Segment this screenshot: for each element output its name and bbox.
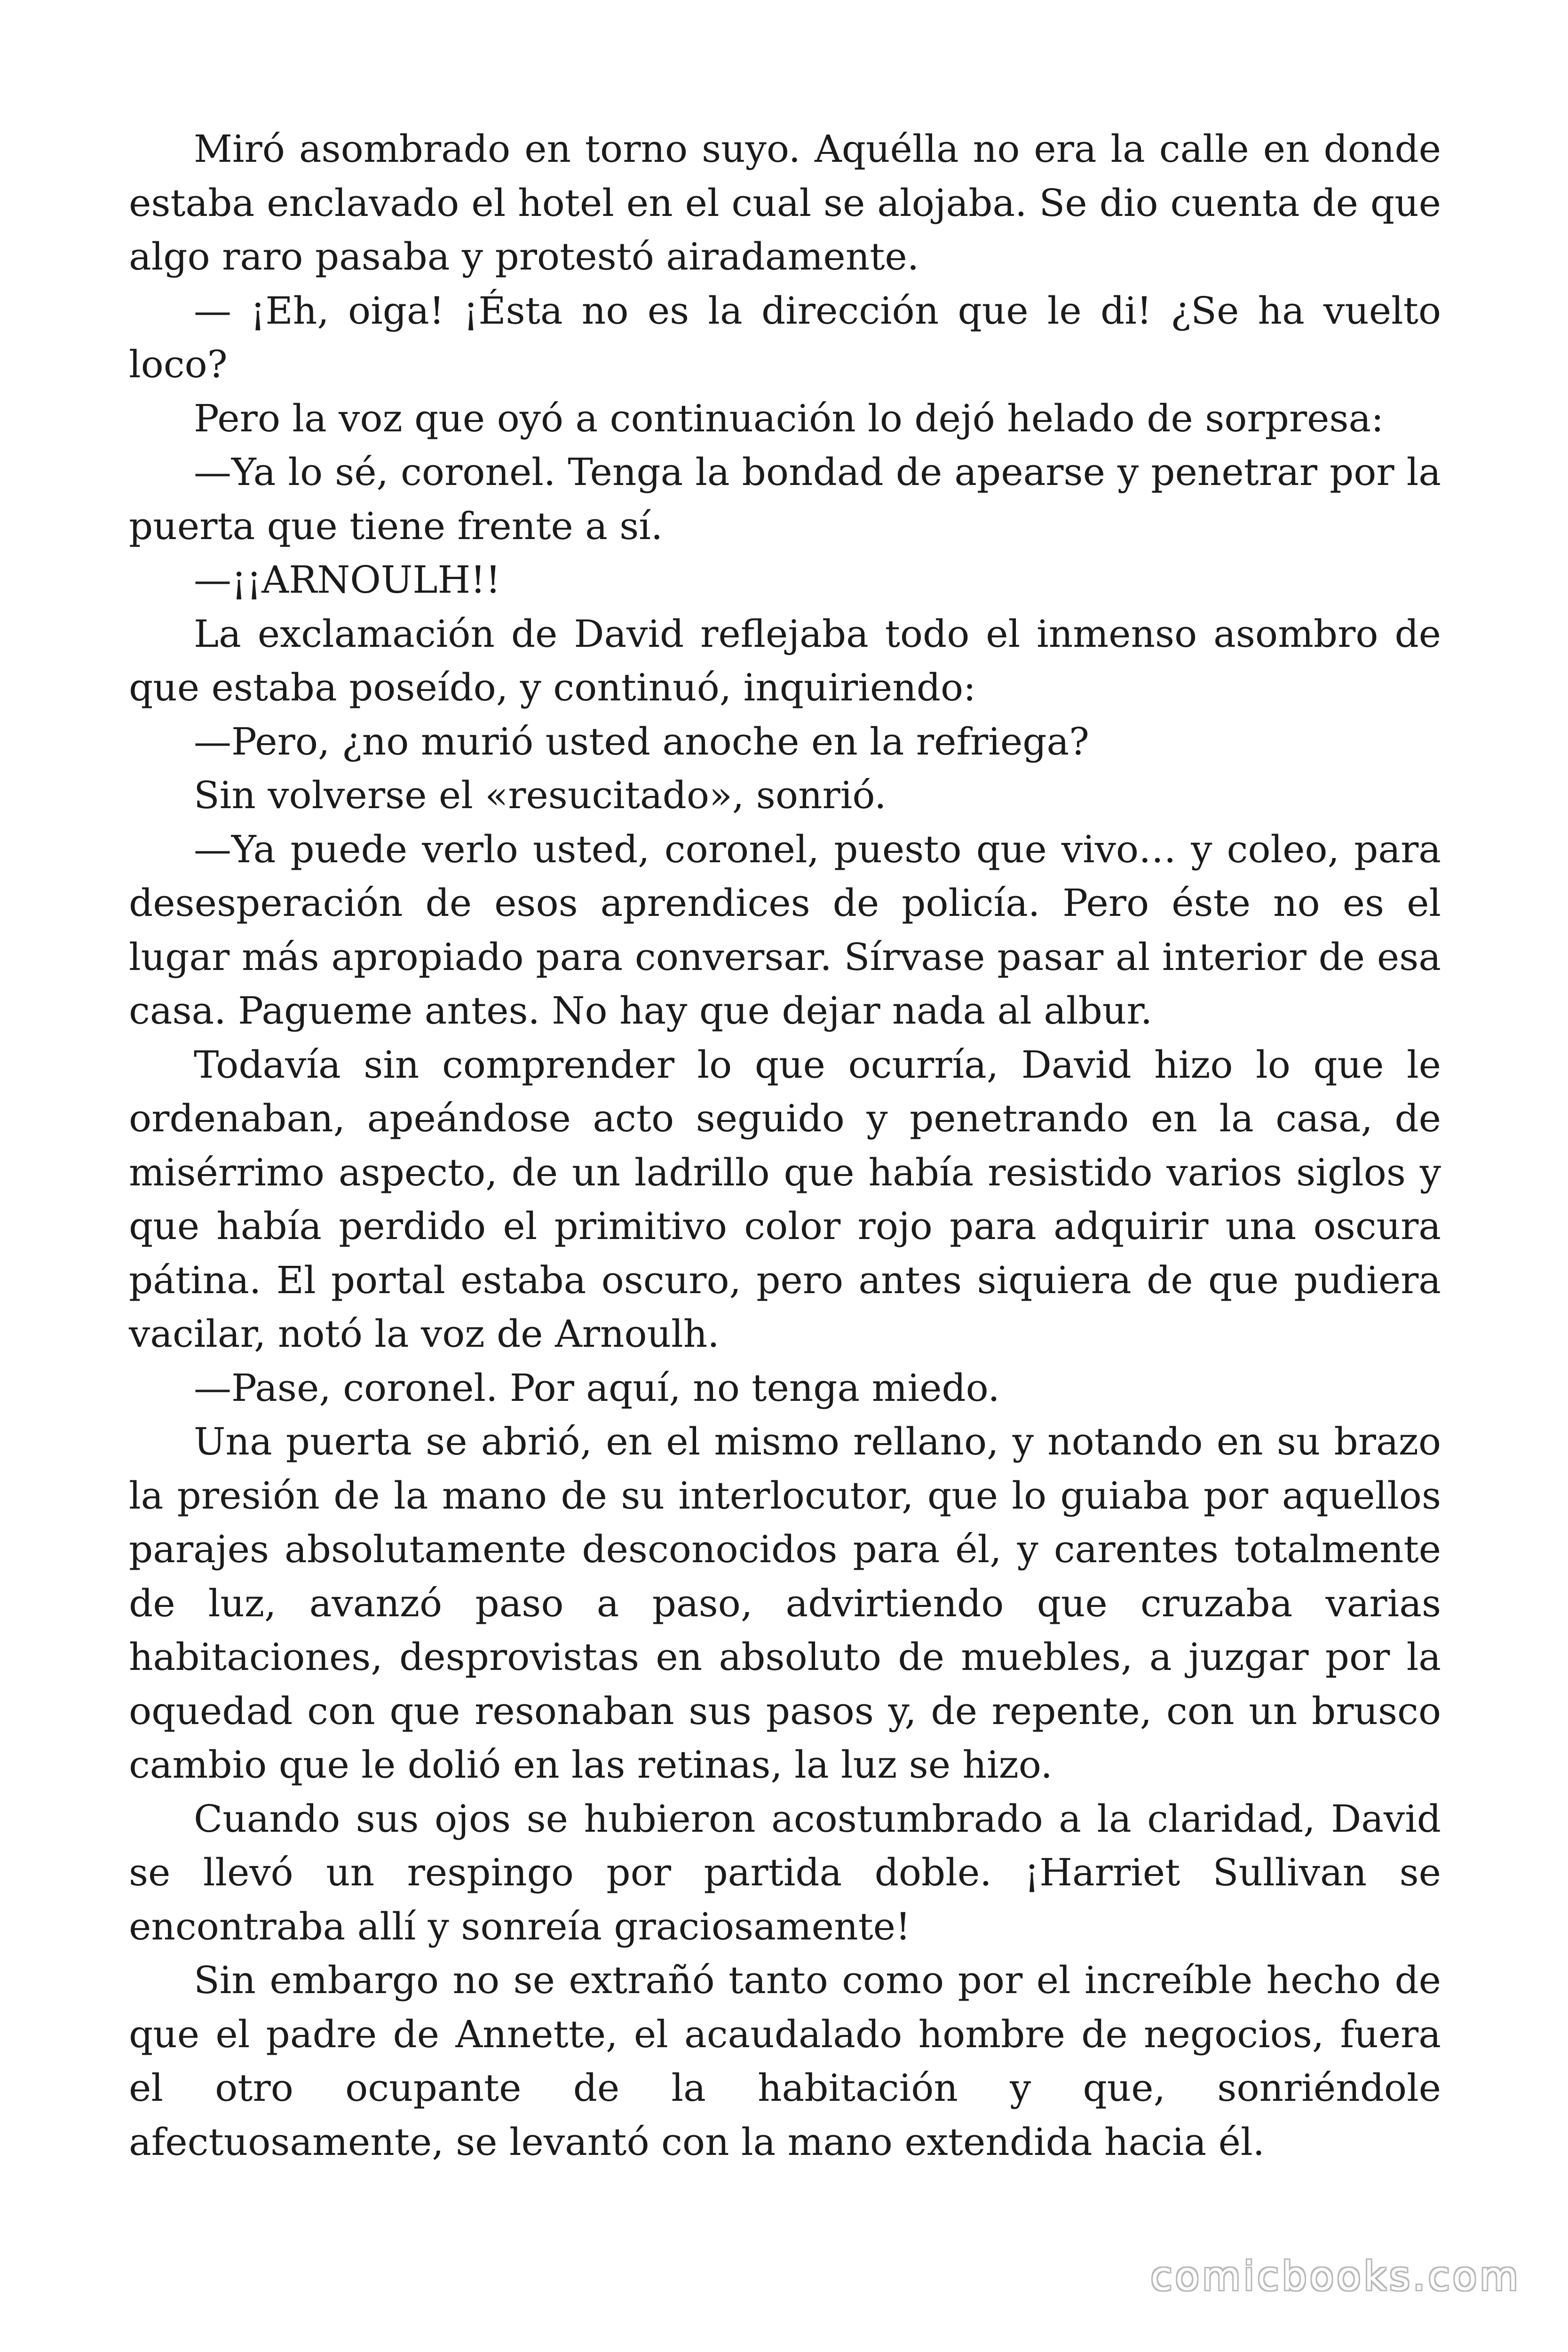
paragraph-14: Sin embargo no se extrañó tanto como por el increíble hecho de que el padre de Annette, el acaudalado hombre de negocios, fuera el otro ocupante de la habitación y que, sonriéndole afectuosamente, se levantó con la mano extendida hacia él. <box>129 1958 1441 2164</box>
paragraph-8: Sin volverse el «resucitado», sonrió. <box>194 773 887 817</box>
paragraph-3: Pero la voz que oyó a continuación lo dejó helado de sorpresa: <box>194 396 1384 440</box>
paragraph-6: La exclamación de David reflejaba todo el inmenso asombro de que estaba poseído, y continuó, inquiriendo: <box>129 612 1441 709</box>
body-text <box>129 122 1441 2169</box>
paragraph-4: —Ya lo sé, coronel. Tenga la bondad de apearse y penetrar por la puerta que tiene frente a sí. <box>129 450 1441 548</box>
paragraph-5: —¡¡ARNOULH!! <box>194 558 501 602</box>
paragraph-9: —Ya puede verlo usted, coronel, puesto que vivo… y coleo, para desesperación de esos aprendices de policía. Pero éste no es el lugar más apropiado para conversar. Sírvase pasar al interior de esa casa. Pagueme antes. No hay que dejar nada al albur. <box>129 827 1441 1033</box>
paragraph-7: —Pero, ¿no murió usted anoche en la refriega? <box>194 719 1090 763</box>
paragraph-11: —Pase, coronel. Por aquí, no tenga miedo. <box>194 1366 1000 1410</box>
paragraph-12: Una puerta se abrió, en el mismo rellano, y notando en su brazo la presión de la mano de su interlocutor, que lo guiaba por aquellos parajes absolutamente desconocidos para él, y carentes totalmente de luz, avanzó paso a paso, advirtiendo que cruzaba varias habitaciones, desprovistas en absoluto de muebles, a juzgar por la oquedad con que resonaban sus pasos y, de repente, con un brusco cambio que le dolió en las retinas, la luz se hizo. <box>129 1420 1441 1787</box>
paragraph-13: Cuando sus ojos se hubieron acostumbrado a la claridad, David se llevó un respingo por partida doble. ¡Harriet Sullivan se encontraba allí y sonreía graciosamente! <box>129 1796 1441 1948</box>
paragraph-1: Miró asombrado en torno suyo. Aquélla no era la calle en donde estaba enclavado el hotel en el cual se alojaba. Se dio cuenta de que algo raro pasaba y protestó airadamente. <box>129 127 1441 278</box>
watermark: comicbooks.com <box>1150 2253 1521 2299</box>
paragraph-10: Todavía sin comprender lo que ocurría, David hizo lo que le ordenaban, apeándose acto seguido y penetrando en la casa, de misérrimo aspecto, de un ladrillo que había resistido varios siglos y que había perdido el primitivo color rojo para adquirir una oscura pátina. El portal estaba oscuro, pero antes siquiera de que pudiera vacilar, notó la voz de Arnoulh. <box>129 1042 1441 1356</box>
paragraph-2: — ¡Eh, oiga! ¡Ésta no es la dirección que le di! ¿Se ha vuelto loco? <box>129 288 1441 386</box>
